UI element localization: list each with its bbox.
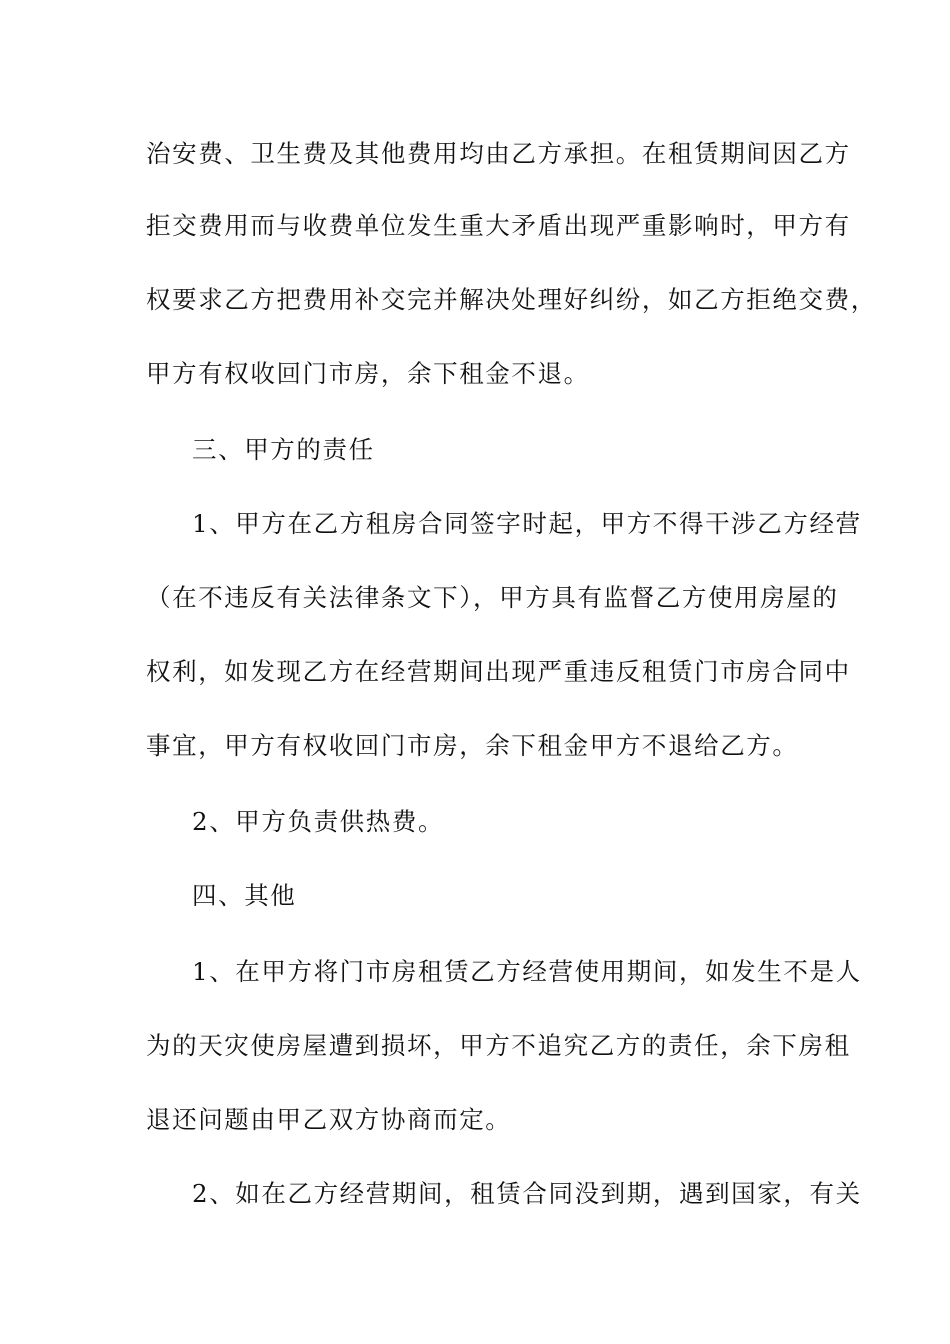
- text-line: 为的天灾使房屋遭到损坏，甲方不追究乙方的责任，余下房租: [146, 1031, 851, 1060]
- section-heading: 三、甲方的责任: [192, 435, 375, 464]
- text-line: 拒交费用而与收费单位发生重大矛盾出现严重影响时，甲方有: [146, 211, 851, 240]
- text-line: 权利，如发现乙方在经营期间出现严重违反租赁门市房合同中: [146, 657, 851, 686]
- text-line: （在不违反有关法律条文下），甲方具有监督乙方使用房屋的: [146, 583, 839, 612]
- text-line: 退还问题由甲乙双方协商而定。: [146, 1105, 512, 1134]
- text-line: 甲方有权收回门市房，余下租金不退。: [146, 359, 590, 388]
- text-line: 治安费、卫生费及其他费用均由乙方承担。在租赁期间因乙方: [146, 139, 851, 168]
- text-line: 2、甲方负责供热费。: [192, 807, 445, 836]
- text-line: 事宜，甲方有权收回门市房，余下租金甲方不退给乙方。: [146, 731, 799, 760]
- text-line: 1、甲方在乙方租房合同签字时起，甲方不得干涉乙方经营: [192, 509, 862, 538]
- section-heading: 四、其他: [192, 881, 297, 910]
- text-line: 1、在甲方将门市房租赁乙方经营使用期间，如发生不是人: [192, 957, 862, 986]
- text-line: 2、如在乙方经营期间，租赁合同没到期，遇到国家，有关: [192, 1179, 862, 1208]
- text-line: 权要求乙方把费用补交完并解决处理好纠纷，如乙方拒绝交费，: [146, 285, 877, 314]
